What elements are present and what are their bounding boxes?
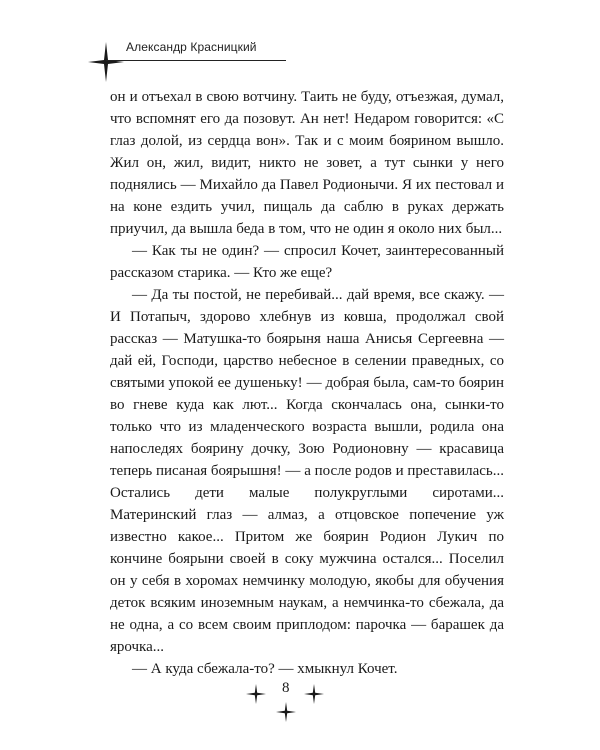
body-text bbox=[110, 86, 504, 680]
four-point-star-icon bbox=[304, 684, 324, 704]
paragraph: — А куда сбежала-то? — хмыкнул Кочет. bbox=[132, 661, 398, 677]
page-footer bbox=[0, 676, 600, 726]
running-head-title: Александр Красницкий bbox=[126, 40, 257, 54]
paragraph: — Да ты постой, не перебивай... дай время, все скажу. — И Потапыч, здорово хлебнув из ковша, продолжал свой рассказ — Матушка-то боярыня наша Анисья Сергеевна — дай ей, Господи, царство небесное в селении праведных, со святыми упокой ее душеньку! — добрая была, сам-то боярин во гневе куда как лют... Когда скончалась она, сынки-то только что из младенческого возраста вышли, родила она напоследях боярину дочку, Зою Родионовну — красавица теперь писаная боярышня! — а после родов и преставилась... Остались дети малые полукруглыми сиротами... Материнский глаз — алмаз, а отцовское попечение уж известно какое... Притом же боярин Родион Лукич по кончине боярыни своей в соку мужчина остался... Поселил он у себя в хоромах немчинку молодую, якобы для обучения деток всяким иноземным наукам, а немчинка-то сбежала, да не одна, а со всем своим приплодом: парочка — барашек да ярочка... bbox=[110, 287, 504, 655]
four-point-star-icon bbox=[246, 684, 266, 704]
paragraph: он и отъехал в свою вотчину. Таить не буду, отъезжая, думал, что вспомнят его да позовут. Ан нет! Недаром говорится: «С глаз долой, из сердца вон». Так и с моим боярином вышло. Жил он, жил, видит, никто не зовет, а тут сынки у него поднялись — Михайло да Павел Родионычи. Я их пестовал и на коне ездить учил, пищаль да саблю в руках держать приучил, да вышла беда в том, что не один я около них был... bbox=[110, 89, 504, 237]
page-number: 8 bbox=[282, 680, 290, 696]
four-point-star-icon bbox=[276, 702, 296, 722]
paragraph: — Как ты не один? — спросил Кочет, заинтересованный рассказом старика. — Кто же еще? bbox=[110, 243, 504, 281]
header-rule bbox=[106, 60, 286, 61]
four-point-star-icon bbox=[88, 42, 124, 82]
